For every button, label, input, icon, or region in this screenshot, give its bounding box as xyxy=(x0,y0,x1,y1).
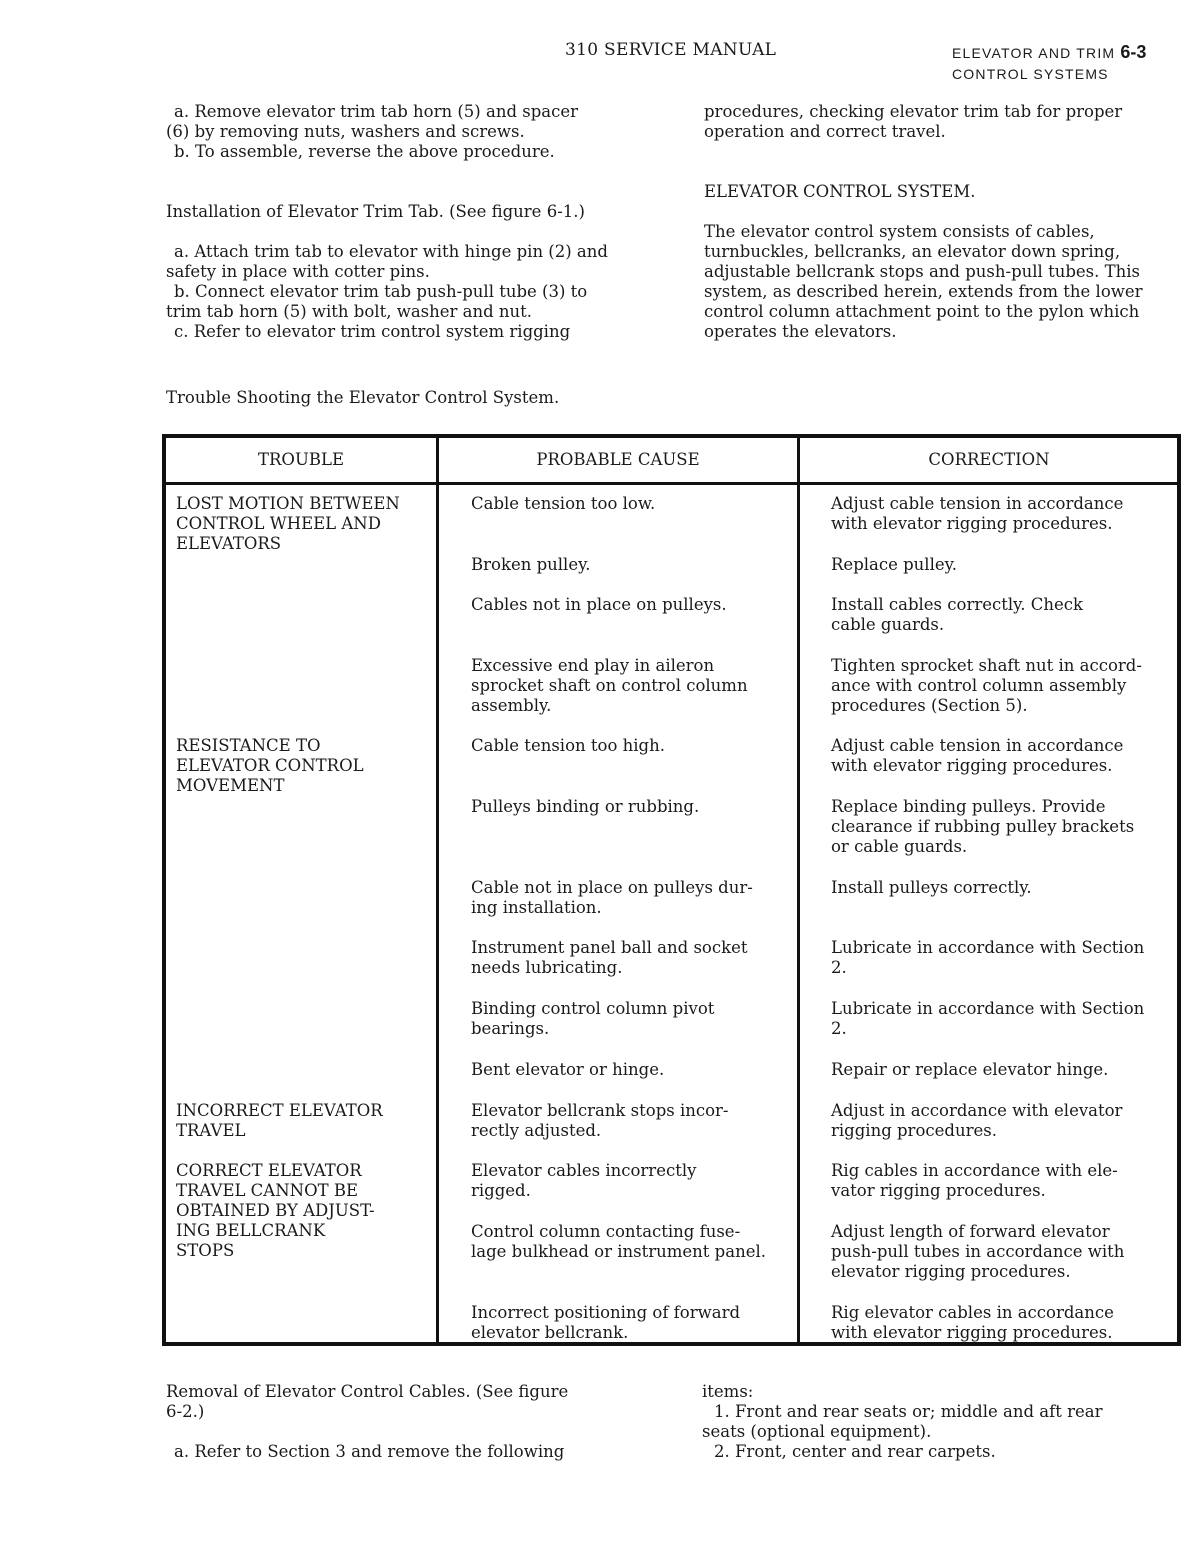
probable-cause-cell xyxy=(471,1060,791,1080)
probable-cause-cell xyxy=(471,555,791,575)
cell-line: rectly adjusted. xyxy=(471,1121,602,1140)
correction-cell xyxy=(831,1161,1171,1201)
probable-cause-cell xyxy=(471,736,791,756)
correction-cell xyxy=(831,878,1171,898)
cell-line: Lubricate in accordance with Section xyxy=(831,999,1145,1018)
cell-line: Replace binding pulleys. Provide xyxy=(831,797,1106,816)
cell-line: Excessive end play in aileron xyxy=(471,656,715,675)
paragraph-line: b. Connect elevator trim tab push-pull tube (3) to xyxy=(174,282,588,301)
list-item: 1. Front and rear seats or; middle and aft rear xyxy=(714,1402,1103,1421)
cell-line: lage bulkhead or instrument panel. xyxy=(471,1242,766,1261)
probable-cause-cell xyxy=(471,1161,791,1201)
cell-line: Install pulleys correctly. xyxy=(831,878,1032,897)
cell-line: ing installation. xyxy=(471,898,602,917)
cell-line: Install cables correctly. Check xyxy=(831,595,1084,614)
cell-line: procedures (Section 5). xyxy=(831,696,1028,715)
cell-line: Elevator bellcrank stops incor- xyxy=(471,1101,729,1120)
cell-line: Binding control column pivot xyxy=(471,999,715,1018)
cell-line: rigging procedures. xyxy=(831,1121,997,1140)
cell-line: Bent elevator or hinge. xyxy=(471,1060,665,1079)
correction-cell xyxy=(831,494,1171,534)
cell-line: Cable not in place on pulleys dur- xyxy=(471,878,753,897)
cell-line: MOVEMENT xyxy=(176,776,285,795)
trouble-shooting-table xyxy=(162,434,1181,1346)
paragraph-line: items: xyxy=(702,1382,754,1401)
cell-line: push-pull tubes in accordance with xyxy=(831,1242,1125,1261)
probable-cause-cell xyxy=(471,656,791,716)
cell-line: Tighten sprocket shaft nut in accord- xyxy=(831,656,1142,675)
correction-cell xyxy=(831,595,1171,635)
probable-cause-cell xyxy=(471,1222,791,1262)
correction-cell xyxy=(831,938,1171,978)
cell-line: Cable tension too high. xyxy=(471,736,665,755)
cell-line: ING BELLCRANK xyxy=(176,1221,326,1240)
cell-line: Adjust cable tension in accordance xyxy=(831,494,1124,513)
correction-cell xyxy=(831,1060,1171,1080)
cell-line: STOPS xyxy=(176,1241,235,1260)
right-column-top xyxy=(704,102,1194,342)
paragraph-line: trim tab horn (5) with bolt, washer and nut. xyxy=(166,302,533,321)
cell-line: Adjust in accordance with elevator xyxy=(831,1101,1123,1120)
cell-line: Adjust length of forward elevator xyxy=(831,1222,1110,1241)
section-title xyxy=(952,42,1146,85)
correction-cell xyxy=(831,1222,1171,1282)
cell-line: with elevator rigging procedures. xyxy=(831,514,1113,533)
paragraph-line: a. Remove elevator trim tab horn (5) and spacer xyxy=(174,102,579,121)
cell-line: ance with control column assembly xyxy=(831,676,1127,695)
column-divider xyxy=(797,438,800,1342)
cell-line: LOST MOTION BETWEEN xyxy=(176,494,400,513)
cell-line: assembly. xyxy=(471,696,552,715)
cell-line: Incorrect positioning of forward xyxy=(471,1303,741,1322)
correction-cell xyxy=(831,1303,1171,1343)
correction-cell xyxy=(831,555,1171,575)
cell-line: Rig elevator cables in accordance xyxy=(831,1303,1114,1322)
cell-line: ELEVATORS xyxy=(176,534,282,553)
cell-line: vator rigging procedures. xyxy=(831,1181,1046,1200)
cell-line: Cable tension too low. xyxy=(471,494,656,513)
cell-line: Control column contacting fuse- xyxy=(471,1222,741,1241)
paragraph-line: a. Refer to Section 3 and remove the following xyxy=(174,1442,565,1461)
cell-line: Replace pulley. xyxy=(831,555,957,574)
cell-line: Elevator cables incorrectly xyxy=(471,1161,697,1180)
removal-heading-cont: 6-2.) xyxy=(166,1402,205,1421)
installation-heading: Installation of Elevator Trim Tab. (See figure 6-1.) xyxy=(166,202,585,221)
probable-cause-cell xyxy=(471,797,791,817)
cell-line: cable guards. xyxy=(831,615,945,634)
section-title-line2: CONTROL SYSTEMS xyxy=(952,66,1109,82)
cell-line: RESISTANCE TO xyxy=(176,736,321,755)
paragraph-line: c. Refer to elevator trim control system rigging xyxy=(174,322,571,341)
header-probable-cause: PROBABLE CAUSE xyxy=(536,450,700,469)
cell-line: elevator bellcrank. xyxy=(471,1323,629,1342)
paragraph-line: adjustable bellcrank stops and push-pull tubes. This xyxy=(704,262,1140,281)
header-correction: CORRECTION xyxy=(928,450,1050,469)
cell-line: CONTROL WHEEL AND xyxy=(176,514,381,533)
left-column-bottom xyxy=(166,1382,656,1462)
trouble-cell xyxy=(176,494,436,554)
cell-line: Broken pulley. xyxy=(471,555,591,574)
section-title-line1: ELEVATOR AND TRIM xyxy=(952,45,1116,61)
correction-cell xyxy=(831,999,1171,1039)
cell-line: INCORRECT ELEVATOR xyxy=(176,1101,383,1120)
left-column-top xyxy=(166,102,656,342)
paragraph-line: operates the elevators. xyxy=(704,322,897,341)
list-item: 2. Front, center and rear carpets. xyxy=(714,1442,996,1461)
column-divider xyxy=(436,438,439,1342)
trouble-shooting-heading: Trouble Shooting the Elevator Control System. xyxy=(166,388,560,407)
cell-line: Cables not in place on pulleys. xyxy=(471,595,727,614)
probable-cause-cell xyxy=(471,595,791,615)
cell-line: with elevator rigging procedures. xyxy=(831,1323,1113,1342)
cell-line: Instrument panel ball and socket xyxy=(471,938,748,957)
cell-line: or cable guards. xyxy=(831,837,968,856)
paragraph-line: system, as described herein, extends from the lower xyxy=(704,282,1143,301)
cell-line: Repair or replace elevator hinge. xyxy=(831,1060,1109,1079)
cell-line: TRAVEL xyxy=(176,1121,246,1140)
probable-cause-cell xyxy=(471,1101,791,1141)
probable-cause-cell xyxy=(471,1303,791,1343)
cell-line: with elevator rigging procedures. xyxy=(831,756,1113,775)
paragraph-line: a. Attach trim tab to elevator with hinge pin (2) and xyxy=(174,242,608,261)
paragraph-line: procedures, checking elevator trim tab for proper xyxy=(704,102,1123,121)
cell-line: sprocket shaft on control column xyxy=(471,676,748,695)
elevator-control-heading: ELEVATOR CONTROL SYSTEM. xyxy=(704,182,976,201)
paragraph-line: turnbuckles, bellcranks, an elevator down spring, xyxy=(704,242,1121,261)
cell-line: CORRECT ELEVATOR xyxy=(176,1161,362,1180)
paragraph-line: (6) by removing nuts, washers and screws. xyxy=(166,122,525,141)
header-trouble: TROUBLE xyxy=(258,450,344,469)
manual-title: 310 SERVICE MANUAL xyxy=(565,40,777,60)
correction-cell xyxy=(831,656,1171,716)
cell-line: Adjust cable tension in accordance xyxy=(831,736,1124,755)
removal-heading: Removal of Elevator Control Cables. (See figure xyxy=(166,1382,569,1401)
cell-line: ELEVATOR CONTROL xyxy=(176,756,364,775)
paragraph-line: control column attachment point to the pylon which xyxy=(704,302,1140,321)
paragraph-line: operation and correct travel. xyxy=(704,122,946,141)
cell-line: OBTAINED BY ADJUST- xyxy=(176,1201,375,1220)
paragraph-line: b. To assemble, reverse the above procedure. xyxy=(174,142,555,161)
correction-cell xyxy=(831,736,1171,776)
trouble-cell xyxy=(176,736,436,796)
cell-line: 2. xyxy=(831,958,847,977)
paragraph-line: safety in place with cotter pins. xyxy=(166,262,430,281)
probable-cause-cell xyxy=(471,494,791,514)
cell-line: Pulleys binding or rubbing. xyxy=(471,797,700,816)
cell-line: 2. xyxy=(831,1019,847,1038)
cell-line: Lubricate in accordance with Section xyxy=(831,938,1145,957)
header-divider xyxy=(166,482,1177,485)
probable-cause-cell xyxy=(471,938,791,978)
trouble-cell xyxy=(176,1161,436,1261)
cell-line: Rig cables in accordance with ele- xyxy=(831,1161,1118,1180)
trouble-cell xyxy=(176,1101,436,1141)
correction-cell xyxy=(831,1101,1171,1141)
probable-cause-cell xyxy=(471,878,791,918)
cell-line: TRAVEL CANNOT BE xyxy=(176,1181,359,1200)
cell-line: clearance if rubbing pulley brackets xyxy=(831,817,1135,836)
page-number: 6-3 xyxy=(1120,42,1147,62)
cell-line: bearings. xyxy=(471,1019,550,1038)
paragraph-line: The elevator control system consists of cables, xyxy=(704,222,1095,241)
right-column-bottom xyxy=(702,1382,1192,1462)
paragraph-line: seats (optional equipment). xyxy=(702,1422,932,1441)
cell-line: needs lubricating. xyxy=(471,958,623,977)
correction-cell xyxy=(831,797,1171,857)
probable-cause-cell xyxy=(471,999,791,1039)
cell-line: rigged. xyxy=(471,1181,531,1200)
cell-line: elevator rigging procedures. xyxy=(831,1262,1071,1281)
